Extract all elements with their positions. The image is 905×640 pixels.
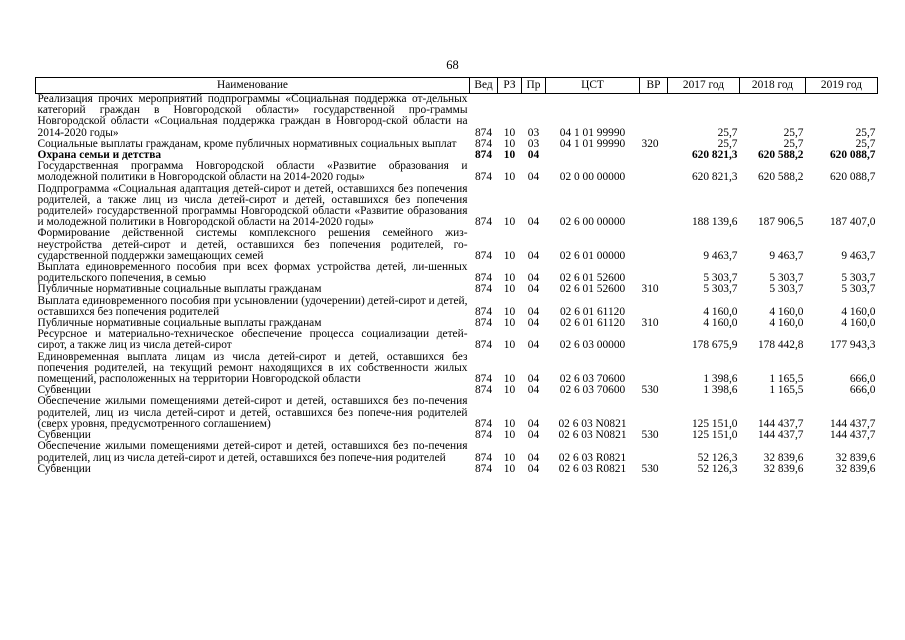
- row-cst: 02 6 03 R0821: [558, 462, 627, 475]
- row-2019: 144 437,7: [829, 429, 876, 442]
- table-body: [36, 94, 878, 475]
- header-pr: Пр: [522, 78, 546, 94]
- row-rz: 10: [503, 339, 516, 352]
- row-2017: 52 126,3: [697, 462, 738, 475]
- row-name: Подпрограмма «Социальная адаптация детей-сирот и детей, оставшихся без попечения родителей, а также лиц из числа детей-сирот и детей, оставшихся без попечения родителей» государственной программы Новгородской области «Развитие образования и молодежной политики в Новгородской области на 2014-2020 годы»: [37, 182, 468, 229]
- header-2017: 2017 год: [668, 78, 740, 94]
- row-ved: 874: [474, 417, 493, 430]
- row-pr: 04: [527, 373, 540, 386]
- row-pr: 04: [527, 149, 540, 162]
- row-ved: 874: [474, 451, 493, 464]
- row-vr: 310: [641, 283, 659, 296]
- row-cst: 02 6 01 00000: [559, 249, 626, 262]
- row-2018: 32 839,6: [763, 462, 804, 475]
- row-2017: 5 303,7: [703, 272, 738, 285]
- row-rz: 10: [503, 283, 516, 296]
- table-row: [36, 161, 878, 183]
- row-2018: 144 437,7: [757, 417, 804, 430]
- row-pr: 04: [527, 305, 540, 318]
- row-cst: 02 6 03 N0821: [558, 417, 627, 430]
- row-2018: 620 588,2: [757, 149, 804, 162]
- table-row: [36, 94, 878, 139]
- row-2017: 25,7: [717, 137, 738, 150]
- row-pr: 04: [527, 216, 540, 229]
- row-2017: 4 160,0: [703, 317, 738, 330]
- row-2018: 4 160,0: [769, 305, 804, 318]
- header-vr: ВР: [640, 78, 668, 94]
- row-2018: 1 165,5: [769, 384, 804, 397]
- row-cst: 04 1 01 99990: [559, 126, 626, 139]
- row-rz: 10: [503, 451, 516, 464]
- row-2017: 125 151,0: [691, 429, 738, 442]
- row-ved: 874: [474, 429, 493, 442]
- row-name: Социальные выплаты гражданам, кроме публичных нормативных социальных выплат: [37, 137, 457, 150]
- row-ved: 874: [474, 384, 493, 397]
- row-2017: 1 398,6: [703, 384, 738, 397]
- row-name: Субвенции: [37, 384, 91, 397]
- row-cst: 04 1 01 99990: [559, 137, 626, 150]
- header-cst: ЦСТ: [546, 78, 640, 94]
- row-name: Ресурсное и материально-техническое обеспечение процесса социализации детей-сирот, а также лиц из числа детей-сирот: [37, 328, 468, 352]
- row-2017: 178 675,9: [691, 339, 738, 352]
- row-rz: 10: [503, 429, 516, 442]
- row-2018: 32 839,6: [763, 451, 804, 464]
- row-cst: 02 6 01 52600: [559, 272, 626, 285]
- header-2018: 2018 год: [740, 78, 806, 94]
- row-name: Охрана семьи и детства: [37, 149, 162, 162]
- row-rz: 10: [503, 317, 516, 330]
- row-vr: 530: [641, 462, 659, 475]
- row-ved: 874: [474, 149, 493, 162]
- row-pr: 04: [527, 171, 540, 184]
- row-rz: 10: [503, 417, 516, 430]
- row-ved: 874: [474, 216, 493, 229]
- row-2018: 4 160,0: [769, 317, 804, 330]
- row-2019: 32 839,6: [835, 451, 876, 464]
- row-name: Реализация прочих мероприятий подпрограммы «Социальная поддержка от-дельных категорий граждан в Новгородской области» государственной про-граммы Новгородской области «Социальная поддержка граждан в Новгород-ской области на 2014-2020 годы»: [37, 93, 468, 139]
- table-header: [36, 78, 878, 94]
- row-vr: [640, 150, 668, 161]
- row-2019: 32 839,6: [835, 462, 876, 475]
- row-cst: 02 6 01 61120: [559, 305, 626, 318]
- header-ved: Вед: [470, 78, 498, 94]
- row-rz: 10: [503, 149, 516, 162]
- row-name: Обеспечение жилыми помещениями детей-сирот и детей, оставшихся без по-печения родителей, лиц из числа детей-сирот и детей, оставшихся без попече-ния родителей: [37, 440, 468, 464]
- row-ved: 874: [474, 126, 493, 139]
- row-2017: 4 160,0: [703, 305, 738, 318]
- row-2019: 5 303,7: [841, 272, 876, 285]
- row-2018: 5 303,7: [769, 272, 804, 285]
- row-name: Публичные нормативные социальные выплаты гражданам: [37, 283, 322, 296]
- row-vr: [640, 352, 668, 386]
- row-pr: 04: [527, 462, 540, 475]
- row-2017: 52 126,3: [697, 451, 738, 464]
- table-row: [36, 228, 878, 262]
- row-pr: 03: [527, 137, 540, 150]
- row-pr: 04: [527, 317, 540, 330]
- row-name: Обеспечение жилыми помещениями детей-сирот и детей, оставшихся без по-печения родителей, лиц из числа детей-сирот и детей, оставшихся без попече-ния родителей (сверх уровня, предусмотренного соглашением): [37, 395, 468, 430]
- row-2017: 5 303,7: [703, 283, 738, 296]
- row-2018: 25,7: [783, 126, 804, 139]
- row-rz: 10: [503, 305, 516, 318]
- row-ved: 874: [474, 272, 493, 285]
- row-ved: 874: [474, 249, 493, 262]
- row-2019: 4 160,0: [841, 305, 876, 318]
- row-cst: [546, 150, 640, 161]
- row-rz: 10: [503, 249, 516, 262]
- row-vr: [640, 441, 668, 463]
- table-row: [36, 396, 878, 430]
- row-name: Единовременная выплата лицам из числа детей-сирот и детей, оставшихся без попечения родителей, на текущий ремонт находящихся в их собственности жилых помещений, расположенных на территории Новгородской области: [37, 350, 468, 386]
- row-rz: 10: [503, 272, 516, 285]
- table-row: [36, 329, 878, 351]
- row-2019: 5 303,7: [841, 283, 876, 296]
- budget-table: [35, 77, 878, 475]
- row-pr: 04: [527, 429, 540, 442]
- row-rz: 10: [503, 373, 516, 386]
- row-vr: [640, 184, 668, 229]
- row-name: Публичные нормативные социальные выплаты гражданам: [37, 317, 322, 330]
- row-rz: 10: [503, 384, 516, 397]
- row-rz: 10: [503, 462, 516, 475]
- row-vr: [640, 296, 668, 318]
- table-row: [36, 464, 878, 475]
- row-ved: 874: [474, 339, 493, 352]
- row-name: Формирование действенной системы комплексного решения семейного жиз-неустройства детей-сирот и детей, оставшихся без попечения родителей, го-сударственной поддержки замещающих семей: [37, 227, 468, 262]
- row-cst: 02 6 00 00000: [559, 216, 626, 229]
- row-rz: 10: [503, 216, 516, 229]
- row-cst: 02 6 03 70600: [559, 384, 626, 397]
- row-2017: 620 821,3: [691, 171, 738, 184]
- row-vr: [640, 228, 668, 262]
- row-cst: 02 6 03 R0821: [558, 451, 627, 464]
- row-vr: 310: [641, 317, 659, 330]
- row-vr: [640, 161, 668, 183]
- table-row: [36, 184, 878, 229]
- row-pr: 04: [527, 283, 540, 296]
- row-2018: 178 442,8: [757, 339, 804, 352]
- row-2017: 9 463,7: [703, 249, 738, 262]
- row-2019: 666,0: [849, 373, 876, 386]
- table-row: [36, 441, 878, 463]
- row-2018: 187 906,5: [757, 216, 804, 229]
- row-cst: 02 6 03 70600: [559, 373, 626, 386]
- row-2018: 5 303,7: [769, 283, 804, 296]
- header-rz: РЗ: [498, 78, 522, 94]
- row-name: Субвенции: [37, 429, 91, 442]
- row-vr: [640, 262, 668, 284]
- page-number: 68: [446, 58, 459, 72]
- row-name: Выплата единовременного пособия при усыновлении (удочерении) детей-сирот и детей, оставшихся без попечения родителей: [37, 294, 468, 318]
- row-2019: 9 463,7: [841, 249, 876, 262]
- row-ved: 874: [474, 137, 493, 150]
- row-vr: 530: [641, 384, 659, 397]
- row-2019: 187 407,0: [829, 216, 876, 229]
- row-2017: 1 398,6: [703, 373, 738, 386]
- row-cst: 02 6 03 00000: [559, 339, 626, 352]
- row-pr: 04: [527, 451, 540, 464]
- row-rz: 10: [503, 171, 516, 184]
- row-cst: 02 6 01 52600: [559, 283, 626, 296]
- row-2019: 25,7: [855, 137, 876, 150]
- row-rz: 10: [503, 126, 516, 139]
- row-2017: 188 139,6: [691, 216, 738, 229]
- row-cst: 02 6 01 61120: [559, 317, 626, 330]
- row-2018: 1 165,5: [769, 373, 804, 386]
- row-2017: 25,7: [717, 126, 738, 139]
- header-name: Наименование: [36, 78, 470, 94]
- row-pr: 04: [527, 249, 540, 262]
- row-2019: 144 437,7: [829, 417, 876, 430]
- row-2018: 25,7: [783, 137, 804, 150]
- row-cst: 02 6 03 N0821: [558, 429, 627, 442]
- row-pr: 04: [527, 272, 540, 285]
- row-ved: 874: [474, 373, 493, 386]
- row-vr: 320: [641, 137, 659, 150]
- header-2019: 2019 год: [806, 78, 878, 94]
- row-ved: 874: [474, 305, 493, 318]
- row-pr: 03: [527, 126, 540, 139]
- row-2019: 4 160,0: [841, 317, 876, 330]
- table-row: [36, 296, 878, 318]
- table-row: [36, 284, 878, 295]
- row-cst: 02 0 00 00000: [559, 171, 626, 184]
- row-pr: 04: [527, 384, 540, 397]
- row-2017: 125 151,0: [691, 417, 738, 430]
- row-ved: 874: [474, 317, 493, 330]
- row-2018: 144 437,7: [757, 429, 804, 442]
- row-name: Выплата единовременного пособия при всех формах устройства детей, ли-шенных родительского попечения, в семью: [37, 261, 468, 285]
- table-row: [36, 262, 878, 284]
- row-2017: 620 821,3: [691, 149, 738, 162]
- row-pr: 04: [527, 417, 540, 430]
- row-name: Государственная программа Новгородской области «Развитие образования и молодежной политики в Новгородской области на 2014-2020 годы»: [37, 160, 468, 184]
- row-vr: [640, 396, 668, 430]
- row-vr: [640, 94, 668, 139]
- row-vr: 530: [641, 429, 659, 442]
- row-rz: 10: [503, 137, 516, 150]
- row-2019: 620 088,7: [829, 149, 876, 162]
- row-ved: 874: [474, 171, 493, 184]
- row-2019: 25,7: [855, 126, 876, 139]
- table-row: [36, 139, 878, 150]
- row-ved: 874: [474, 283, 493, 296]
- row-2019: 177 943,3: [829, 339, 876, 352]
- row-vr: [640, 329, 668, 351]
- row-2019: 666,0: [849, 384, 876, 397]
- row-name: Субвенции: [37, 462, 91, 475]
- row-2018: 9 463,7: [769, 249, 804, 262]
- row-pr: 04: [527, 339, 540, 352]
- row-2018: 620 588,2: [757, 171, 804, 184]
- table-row: [36, 352, 878, 386]
- row-2019: 620 088,7: [829, 171, 876, 184]
- row-ved: 874: [474, 462, 493, 475]
